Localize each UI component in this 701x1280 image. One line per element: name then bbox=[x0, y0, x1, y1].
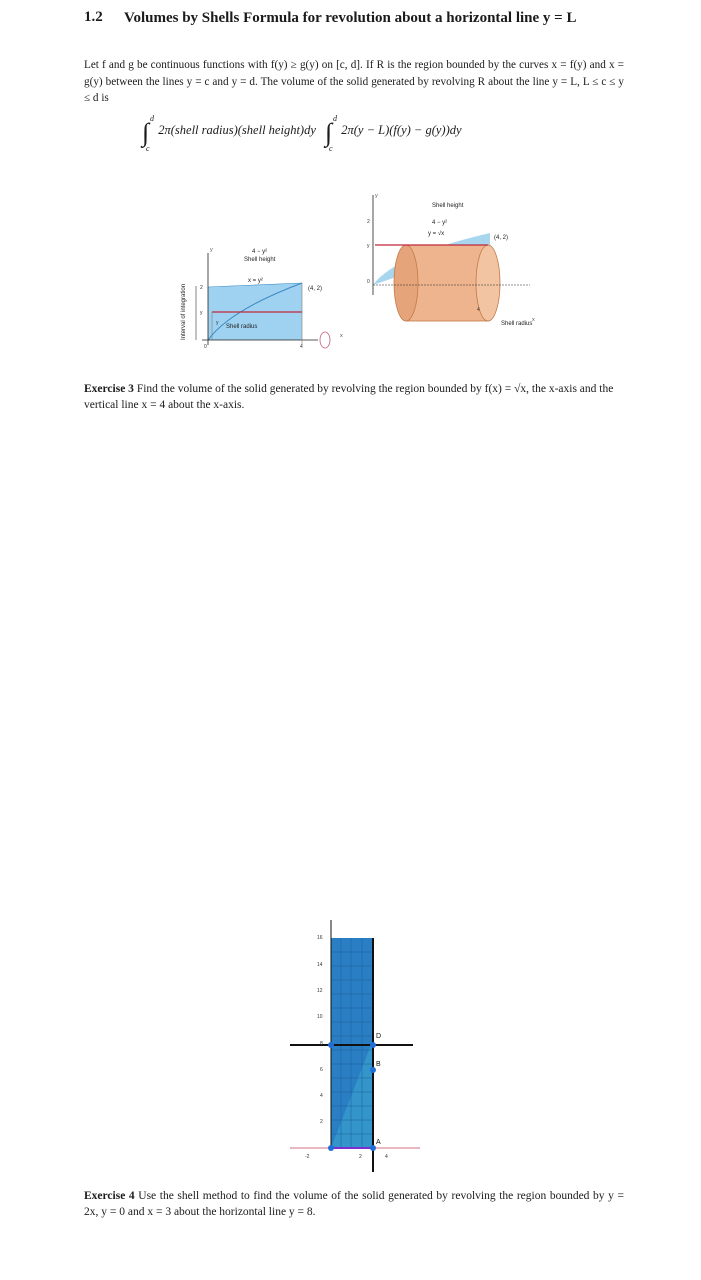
left-tick-2: 2 bbox=[200, 285, 203, 291]
right-y-axis-label: y bbox=[375, 193, 378, 199]
left-point-label: (4, 2) bbox=[308, 286, 323, 292]
y-tick-4: 4 bbox=[320, 1093, 323, 1099]
left-shell-diagram bbox=[181, 247, 343, 350]
left-tick-y: y bbox=[200, 310, 203, 316]
right-tick-2: 2 bbox=[367, 219, 370, 225]
exercise-graph bbox=[285, 900, 425, 1190]
x-tick-neg2: -2 bbox=[305, 1154, 310, 1160]
y-tick-14: 14 bbox=[317, 962, 323, 968]
left-x-axis-label: x bbox=[340, 333, 343, 339]
point-origin bbox=[328, 1145, 334, 1151]
y-tick-6: 6 bbox=[320, 1067, 323, 1073]
intro-paragraph: Let f and g be continuous functions with f(y) ≥ g(y) on [c, d]. If R is the region bounded by the curves x = f(y) and x = g(y) between the lines y = c and y = d. The volume of the solid generated by revolving R about the line y = L, L ≤ c ≤ y ≤ d is bbox=[84, 59, 624, 104]
interval-label: Interval of integration bbox=[181, 283, 187, 340]
lower-limit-left: c bbox=[146, 144, 150, 153]
right-height-label: Shell height bbox=[432, 203, 464, 209]
exercise-4-label: Exercise 4 bbox=[84, 1190, 135, 1202]
label-d: D bbox=[376, 1033, 382, 1040]
upper-limit-left: d bbox=[150, 114, 154, 123]
y-tick-16: 16 bbox=[317, 935, 323, 941]
right-curve-label: y = √x bbox=[428, 231, 445, 237]
section-number: 1.2 bbox=[84, 9, 103, 25]
right-height-expr: 4 − y² bbox=[432, 220, 448, 226]
left-y-axis-label: y bbox=[210, 247, 213, 253]
y-tick-12: 12 bbox=[317, 988, 323, 994]
left-radius-label: Shell radius bbox=[226, 324, 258, 330]
exercise-3-label: Exercise 3 bbox=[84, 383, 134, 395]
exercise-4 bbox=[84, 1188, 624, 1220]
integral-sign-right: ∫ d c bbox=[325, 114, 337, 153]
right-tick-y: y bbox=[367, 243, 370, 249]
exercise-3 bbox=[84, 381, 629, 413]
left-integrand: 2π(shell radius)(shell height)dy bbox=[158, 123, 316, 137]
right-shell-diagram bbox=[367, 193, 535, 327]
revolution-icon bbox=[320, 332, 330, 348]
right-radius-label: Shell radius bbox=[501, 321, 533, 327]
left-radius-var: y bbox=[216, 320, 219, 326]
shell-method-figure bbox=[170, 185, 540, 365]
left-tick-4: 4 bbox=[300, 344, 303, 350]
left-height-label: Shell height bbox=[244, 257, 276, 263]
y-tick-8: 8 bbox=[320, 1041, 323, 1047]
point-left bbox=[328, 1042, 334, 1048]
left-tick-0: 0 bbox=[204, 344, 207, 350]
left-height-expr: 4 − y² bbox=[252, 249, 268, 255]
y-tick-2: 2 bbox=[320, 1119, 323, 1125]
right-tick-0: 0 bbox=[367, 279, 370, 285]
integral-sign-left: ∫ d c bbox=[142, 114, 154, 153]
section-title: Volumes by Shells Formula for revolution about a horizontal line y = L bbox=[124, 10, 577, 26]
right-x-axis-label: x bbox=[532, 317, 535, 323]
lower-limit-right: c bbox=[329, 144, 333, 153]
right-tick-4: 4 bbox=[477, 307, 480, 313]
x-tick-2: 2 bbox=[359, 1154, 362, 1160]
x-tick-4: 4 bbox=[385, 1154, 388, 1160]
y-tick-10: 10 bbox=[317, 1014, 323, 1020]
right-point-label: (4, 2) bbox=[494, 235, 509, 241]
right-integrand: 2π(y − L)(f(y) − g(y))dy bbox=[341, 123, 462, 137]
point-d bbox=[370, 1042, 376, 1048]
cylinder-start bbox=[394, 245, 418, 321]
shell-formula bbox=[142, 114, 462, 153]
label-b: B bbox=[376, 1061, 381, 1068]
exercise-4-text: Use the shell method to find the volume of the solid generated by revolving the region bounded by y = 2x, y = 0 and x = 3 about the horizontal line y = 8. bbox=[84, 1190, 624, 1218]
exercise-3-text: Find the volume of the solid generated by revolving the region bounded by f(x) = √x, the x-axis and the vertical line x = 4 about the x-axis. bbox=[84, 383, 614, 411]
left-curve-label: x = y² bbox=[248, 278, 263, 284]
label-a: A bbox=[376, 1139, 381, 1146]
upper-limit-right: d bbox=[333, 114, 337, 123]
